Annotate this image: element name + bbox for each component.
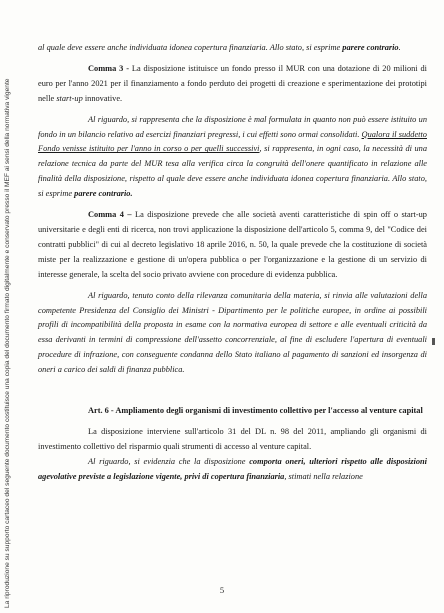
bold-italic-clause: comporta oneri, ulteriori rispetto alle disposizioni agevolative previste a legislazione vigente, privi di copertura finanziaria [38, 456, 427, 481]
scan-mark [432, 338, 435, 345]
paragraph-riguardo-comma-3: Al riguardo, si rappresenta che la disposizione è mal formulata in quanto non può essere istituito un fondo in un bilancio relativo ad esercizi finanziari pregressi, i cui effetti sono ormai consolidati. Qualora il suddetto Fondo venisse istituito per l'anno in corso o per quelli successivi, si rappresenta, in ogni caso, la necessità di una relazione tecnica da parte del MUR tesa alla verifica circa la congruità dell'onere quantificato in relazione alle finalità della disposizione, rispetto al quale deve essere anche individuata idonea copertura finanziaria. Allo stato, si esprime parere contrario. [38, 114, 427, 199]
paragraph-riguardo-art-6: Al riguardo, si evidenzia che la disposizione comporta oneri, ulteriori rispetto alle disposizioni agevolative previste a legislazione vigente, privi di copertura finanziaria, stimati nella relazione [38, 456, 427, 481]
comma-4-heading: Comma 4 – [88, 210, 135, 220]
paragraph-comma-3: Comma 3 - La disposizione istituisce un fondo presso il MUR con una dotazione di 20 milioni di euro per l'anno 2021 per il finanziamento a fondo perduto dei progetti di creazione e sperimentazione dei prototipi nelle start-up innovative. [38, 63, 427, 103]
paragraph-riguardo-comma-4: Al riguardo, tenuto conto della rilevanza comunitaria della materia, si rinvia alle valutazioni della competente Presidenza del Consiglio dei Ministri - Dipartimento per le politiche europee, in ordine ai possibili profili di incompatibilità della proposta in esame con la normativa europea di settore e alle eventuali criticità da essa derivanti in termini di compressione dell'assetto concorrenziale, al fine di escludere l'apertura di eventuali procedure di infrazione, con conseguente condanna dello Stato italiano al pagamento di sanzioni ed insorgenza di oneri a carico dei saldi di finanza pubblica. [38, 290, 427, 375]
page-number: 5 [219, 585, 225, 595]
underlined-clause: Qualora il suddetto Fondo venisse istituito per l'anno in corso o per quelli successivi [38, 129, 427, 154]
document-body [38, 41, 427, 485]
comma-3-heading: Comma 3 - [88, 63, 132, 73]
article-6-title: Art. 6 - Ampliamento degli organismi di investimento collettivo per l'accesso al venture capital [88, 406, 423, 416]
bold-verdict: parere contrario. [74, 189, 133, 199]
paragraph-comma-4: Comma 4 – La disposizione prevede che alle società aventi caratteristiche di spin off o start-up universitarie e degli enti di ricerca, non trovi applicazione la disposizione dell'articolo 5, comma 9, del "Codice dei contratti pubblici" di cui al decreto legislativo 18 aprile 2016, n. 50, la quale prevede che la costituzione di società miste per la realizzazione e gestione di un'opera pubblica o per l'organizzazione e la gestione di un servizio di interesse generale, la scelta del socio privato avviene con procedure di evidenza pubblica. [38, 210, 427, 279]
paragraph-art-6-description: La disposizione interviene sull'articolo 31 del DL n. 98 del 2011, ampliando gli organismi di investimento collettivo del risparmio quali strumenti di accesso al venture capital. [38, 426, 427, 451]
paragraph-contrario-1: al quale deve essere anche individuata idonea copertura finanziaria. Allo stato, si esprime parere contrario. [38, 43, 401, 52]
bold-verdict: parere contrario [342, 43, 399, 52]
margin-disclaimer: La riproduzione su supporto cartaceo del seguente documento costituisce una copia del documento firmato digitalmente e conservato presso il MEF ai sensi della normativa vigente [4, 78, 11, 608]
